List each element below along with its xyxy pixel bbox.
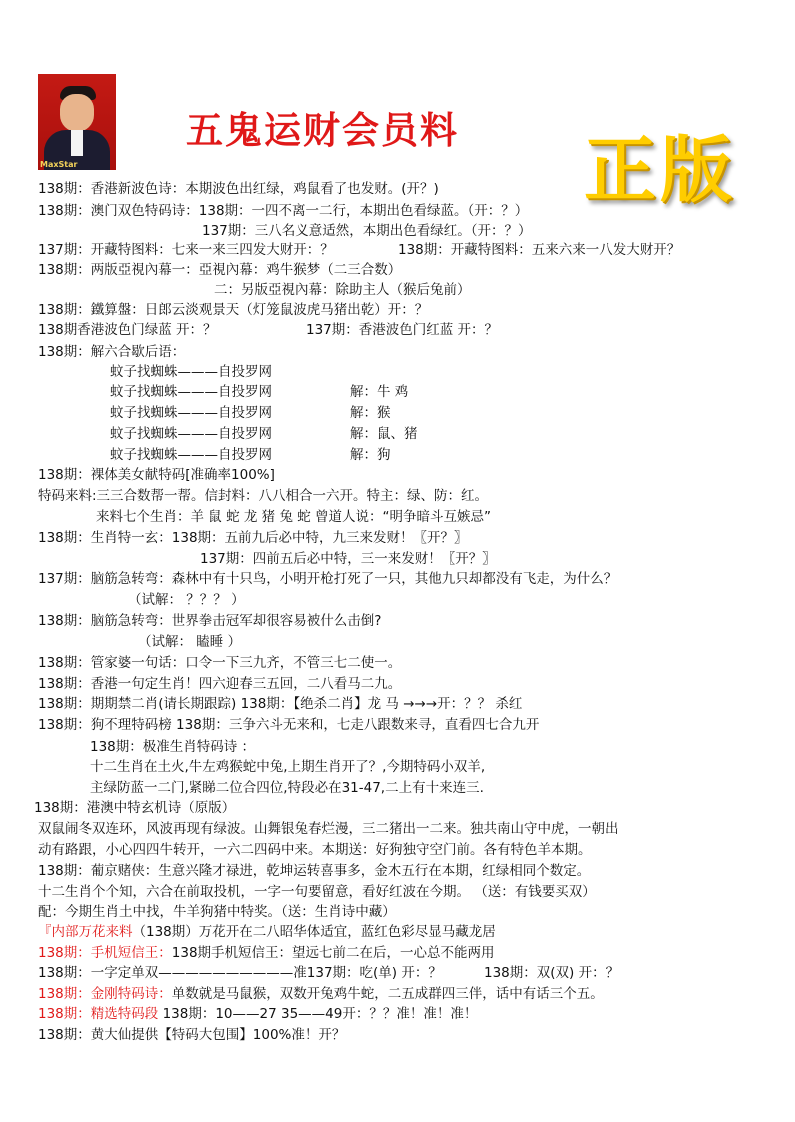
- line-8a: 138期香港波色门绿蓝 开：？: [38, 322, 217, 338]
- line-5: 138期：两版亞視內幕一：亞視內幕：鸡牛猴梦（二三合数）: [38, 262, 402, 278]
- line-34: 138期：葡京赌侠：生意兴隆才禄进，乾坤运转喜事多，金木五行在本期，红绿相同个数定。: [38, 863, 591, 879]
- line-38: [38, 945, 495, 961]
- riddle-3: 蚊子找蜘蛛———自投罗网: [110, 405, 272, 421]
- line-35: 十二生肖个个知，六合在前取投机，一字一句要留意，看好红波在今期。 （送：有钱要买双）: [38, 884, 596, 900]
- line-22: 138期：脑筋急转弯：世界拳击冠军却很容易被什么击倒?: [38, 613, 382, 629]
- line-3: 137期：三八名义意适然，本期出色看绿红。（开：？）: [202, 223, 532, 239]
- line-17: 来料七个生肖：羊 鼠 蛇 龙 猪 兔 蛇 曾道人说：“明争暗斗互嫉忌”: [96, 509, 492, 525]
- line-28: 138期：极准生肖特码诗 ：: [90, 739, 256, 755]
- page-title: 五鬼运财会员料: [186, 108, 459, 152]
- line-4b: 138期：开藏特图料：五来六来一八发大财开？: [398, 242, 681, 258]
- line-15: 138期：裸体美女献特码[准确率100%]: [38, 467, 275, 483]
- line-16: 特码来料:三三合数帮一帮。信封料：八八相合一六开。特主：绿、防：红。: [38, 488, 489, 504]
- header-photo: [38, 74, 116, 170]
- line-37: [38, 924, 496, 940]
- line-30: 主绿防蓝一二门,紧睇二位合四位,特段必在31-47,二上有十来连三.: [90, 780, 484, 796]
- line-25: 138期：香港一句定生肖！四六迎春三五回，二八看马二九。: [38, 676, 402, 692]
- solution-3: 解：鼠、猪: [350, 426, 418, 442]
- line-6: 二：另版亞視內幕：除助主人（猴后兔前）: [214, 282, 471, 298]
- line-40-label: 138期：金刚特码诗：: [38, 986, 172, 1002]
- line-40-text: 单数就是马鼠猴，双数开兔鸡牛蛇，二五成群四三伴，话中有话三个五。: [171, 986, 604, 1002]
- line-1: 138期：香港新波色诗：本期波色出红绿，鸡鼠看了也发财。(开？): [38, 181, 439, 197]
- line-39a: 138期：一字定单双——————————准137期：吃(单) 开：？: [38, 965, 442, 981]
- line-23: （试解： 瞌睡 ）: [138, 634, 242, 650]
- line-7: 138期：鐵算盤：日郎云淡观景天（灯笼鼠波虎马猪出乾）开：？: [38, 302, 429, 318]
- line-18: 138期：生肖特一玄：138期：五前九后必中特，九三来发财！〖开？〗: [38, 530, 468, 546]
- riddle-4: 蚊子找蜘蛛———自投罗网: [110, 426, 272, 442]
- line-41: [38, 1006, 477, 1022]
- line-37-label: 『内部万花来料: [38, 924, 133, 940]
- line-37-text: （138期）万花开在二八昭华体适宜，蓝红色彩尽显马藏龙居: [132, 924, 496, 940]
- line-8b: 137期：香港波色门红蓝 开：？: [306, 322, 499, 338]
- line-33: 动有路跟，小心四四牛转开，一六二四码中来。本期送：好狗独守空门前。各有特色羊本期。: [38, 842, 592, 858]
- line-31: 138期：港澳中特玄机诗（原版）: [34, 800, 236, 816]
- photo-shirt: [71, 130, 83, 156]
- line-24: 138期：管家婆一句话：口令一下三九齐，不管三七二使一。: [38, 655, 402, 671]
- line-39b: 138期：双(双) 开：？: [484, 965, 620, 981]
- line-38-label: 138期：手机短信王：: [38, 945, 172, 961]
- line-20: 137期：脑筋急转弯：森林中有十只鸟，小明开枪打死了一只，其他九只却都没有飞走，为什么？: [38, 571, 618, 587]
- line-32: 双鼠闹冬双连环，风波再现有绿波。山舞银兔春烂漫，三二猪出一二来。独共南山守中虎，一朝出: [38, 821, 619, 837]
- line-40: [38, 986, 604, 1002]
- line-26: 138期：期期禁二肖(请长期跟踪) 138期：【绝杀二肖】龙 马 →→→开：？？ 杀红: [38, 696, 523, 712]
- photo-face: [60, 94, 94, 132]
- line-41-label: 138期：精选特码段: [38, 1006, 159, 1022]
- line-27: 138期：狗不理特码榜 138期：三争六斗无来和，七走八跟数来寻，直看四七合九开: [38, 717, 540, 733]
- solution-1: 解：牛 鸡: [350, 384, 409, 400]
- riddle-2: 蚊子找蜘蛛———自投罗网: [110, 384, 272, 400]
- riddle-1: 蚊子找蜘蛛———自投罗网: [110, 364, 272, 380]
- solution-2: 解：猴: [350, 405, 391, 421]
- line-42: 138期：黄大仙提供【特码大包围】100%准！开？: [38, 1027, 346, 1043]
- line-19: 137期：四前五后必中特，三一来发财！〖开？〗: [200, 551, 496, 567]
- line-38-text: 138期手机短信王：望远七前二在后，一心总不能两用: [171, 945, 495, 961]
- line-4a: 137期：开藏特图料：七来一来三四发大财开：？: [38, 242, 334, 258]
- line-21: （试解： ？？？ ）: [128, 592, 245, 608]
- line-2: 138期：澳门双色特码诗：138期：一四不离一二行，本期出色看绿蓝。（开：？）: [38, 203, 529, 219]
- line-41-text: 138期：10——27 35——49开：？？准！准！准！: [158, 1006, 478, 1022]
- photo-caption: MaxStar: [40, 160, 78, 169]
- riddle-5: 蚊子找蜘蛛———自投罗网: [110, 447, 272, 463]
- line-36: 配：今期生肖土中找，牛羊狗猪中特奖。（送：生肖诗中藏）: [38, 904, 396, 920]
- solution-4: 解：狗: [350, 447, 391, 463]
- line-29: 十二生肖在土火,牛左鸡猴蛇中兔,上期生肖开了？,今期特码小双羊,: [90, 759, 486, 775]
- genuine-badge: 正版: [584, 128, 737, 212]
- line-9: 138期：解六合歇后语：: [38, 344, 186, 360]
